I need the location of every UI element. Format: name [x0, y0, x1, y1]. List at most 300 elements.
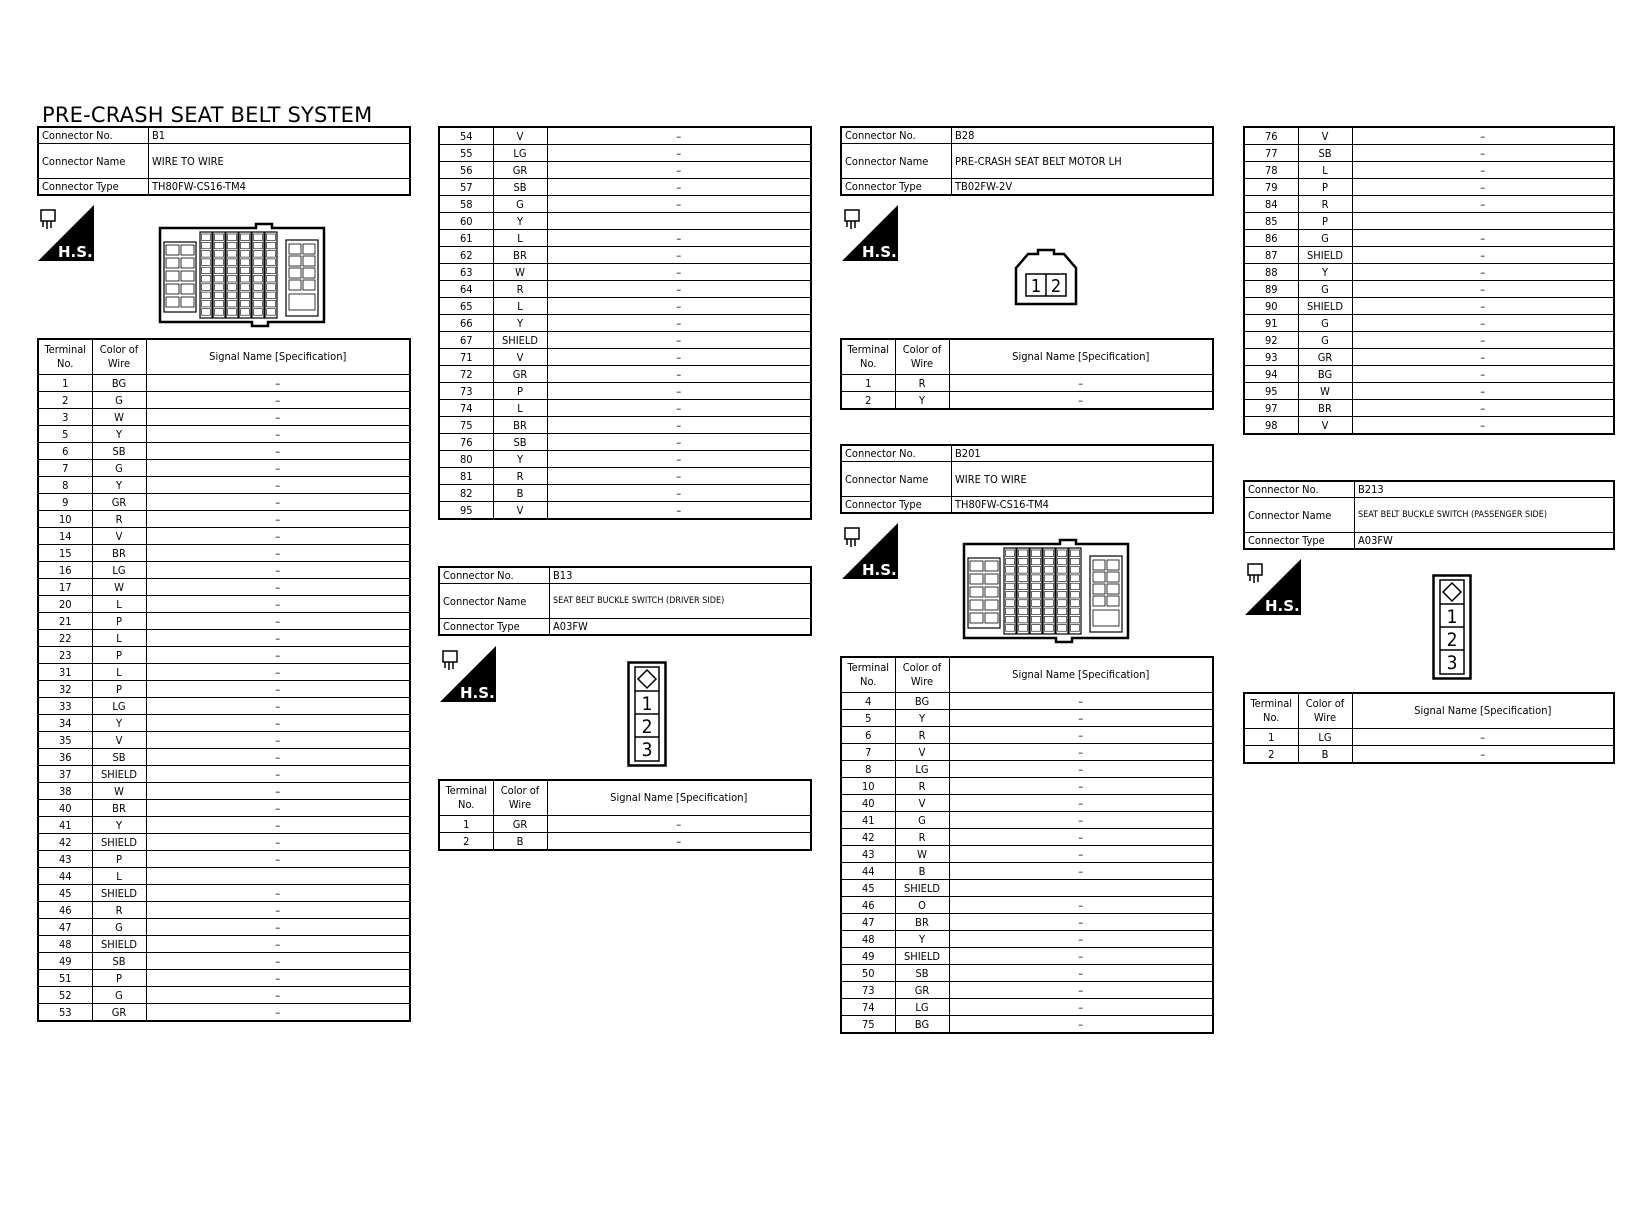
- harness-side-icon: [1245, 559, 1301, 615]
- terminal-row: [841, 965, 1213, 982]
- connector-info-b201: [840, 444, 1214, 514]
- signal-name-cell: –: [146, 902, 410, 919]
- terminal-no-cell: 38: [38, 783, 92, 800]
- signal-name-cell: –: [547, 247, 811, 264]
- signal-name-cell: –: [949, 965, 1213, 982]
- terminal-row: [38, 987, 410, 1004]
- connector-no-value: B213: [1355, 481, 1615, 498]
- terminal-no-cell: 73: [841, 982, 895, 999]
- terminal-no-cell: 6: [38, 443, 92, 460]
- terminal-no-cell: 79: [1244, 179, 1298, 196]
- wire-color-cell: SHIELD: [92, 885, 146, 902]
- signal-name-cell: –: [949, 897, 1213, 914]
- terminal-no-cell: 43: [841, 846, 895, 863]
- signal-name-header: Signal Name [Specification]: [949, 339, 1213, 375]
- terminal-row: [38, 715, 410, 732]
- terminal-no-cell: 45: [841, 880, 895, 897]
- terminal-no-cell: 14: [38, 528, 92, 545]
- wire-color-cell: L: [1298, 162, 1352, 179]
- terminal-no-cell: 49: [841, 948, 895, 965]
- connector-name-label: Connector Name: [841, 462, 952, 497]
- signal-name-cell: –: [547, 196, 811, 213]
- terminal-no-cell: 17: [38, 579, 92, 596]
- terminal-row: [1244, 400, 1614, 417]
- connector-no-value: B1: [149, 127, 411, 144]
- terminal-no-cell: 74: [841, 999, 895, 1016]
- pin-label: 2: [641, 716, 653, 738]
- signal-name-cell: –: [146, 545, 410, 562]
- signal-name-cell: –: [949, 914, 1213, 931]
- signal-name-cell: –: [949, 1016, 1213, 1034]
- signal-name-cell: –: [146, 1004, 410, 1022]
- signal-name-cell: –: [1352, 145, 1614, 162]
- wire-color-cell: V: [92, 528, 146, 545]
- signal-name-header: Signal Name [Specification]: [949, 657, 1213, 693]
- signal-name-cell: –: [146, 409, 410, 426]
- wire-color-cell: R: [493, 281, 547, 298]
- wire-color-cell: R: [493, 468, 547, 485]
- pin-label: 1: [1446, 606, 1458, 628]
- terminal-row: [38, 936, 410, 953]
- terminal-no-cell: 41: [841, 812, 895, 829]
- wire-color-cell: V: [493, 502, 547, 520]
- wire-color-cell: Y: [92, 426, 146, 443]
- pin-label: 3: [1446, 652, 1458, 674]
- signal-name-cell: –: [547, 816, 811, 833]
- signal-name-cell: –: [1352, 349, 1614, 366]
- signal-name-cell: –: [146, 664, 410, 681]
- terminal-row: [38, 1004, 410, 1022]
- wire-color-cell: R: [92, 511, 146, 528]
- connector-name-value: WIRE TO WIRE: [149, 144, 411, 179]
- terminal-row: [439, 332, 811, 349]
- signal-name-cell: –: [949, 761, 1213, 778]
- signal-name-cell: –: [547, 502, 811, 520]
- terminal-no-cell: 65: [439, 298, 493, 315]
- terminal-row: [38, 494, 410, 511]
- terminal-no-cell: 54: [439, 127, 493, 145]
- terminal-no-cell: 63: [439, 264, 493, 281]
- terminal-row: [38, 868, 410, 885]
- signal-name-cell: –: [1352, 196, 1614, 213]
- terminal-row: [439, 468, 811, 485]
- signal-name-cell: –: [547, 162, 811, 179]
- wire-color-cell: V: [1298, 127, 1352, 145]
- terminal-row: [439, 417, 811, 434]
- connector-type-value: TH80FW-CS16-TM4: [149, 179, 411, 196]
- wire-color-cell: B: [493, 833, 547, 851]
- terminal-no-header: Terminal No.: [1244, 693, 1298, 729]
- terminal-no-cell: 92: [1244, 332, 1298, 349]
- terminal-no-cell: 82: [439, 485, 493, 502]
- terminal-no-cell: 84: [1244, 196, 1298, 213]
- terminal-row: [841, 795, 1213, 812]
- wire-color-cell: LG: [895, 761, 949, 778]
- terminal-no-header: Terminal No.: [841, 339, 895, 375]
- signal-name-cell: –: [146, 817, 410, 834]
- wire-color-cell: SHIELD: [895, 948, 949, 965]
- connector-no-label: Connector No.: [1244, 481, 1355, 498]
- terminal-row: [38, 834, 410, 851]
- wire-color-cell: O: [895, 897, 949, 914]
- wire-color-cell: G: [92, 987, 146, 1004]
- pin-label: 1: [1030, 276, 1042, 297]
- terminal-row: [38, 477, 410, 494]
- terminal-row: [841, 897, 1213, 914]
- harness-side-icon: [38, 205, 94, 261]
- wire-color-cell: SHIELD: [1298, 298, 1352, 315]
- signal-name-cell: –: [146, 443, 410, 460]
- signal-name-cell: –: [949, 812, 1213, 829]
- terminal-no-cell: 75: [841, 1016, 895, 1034]
- terminal-row: [841, 392, 1213, 410]
- terminal-row: [1244, 264, 1614, 281]
- wire-color-cell: P: [92, 851, 146, 868]
- terminal-row: [1244, 162, 1614, 179]
- terminal-row: [1244, 349, 1614, 366]
- terminal-no-cell: 98: [1244, 417, 1298, 435]
- wire-color-cell: G: [92, 392, 146, 409]
- wire-color-cell: G: [493, 196, 547, 213]
- signal-name-header: Signal Name [Specification]: [146, 339, 410, 375]
- connector-name-value: SEAT BELT BUCKLE SWITCH (DRIVER SIDE): [550, 584, 812, 619]
- terminal-row: [841, 761, 1213, 778]
- terminal-row: [439, 281, 811, 298]
- signal-name-cell: –: [146, 783, 410, 800]
- signal-name-cell: –: [949, 931, 1213, 948]
- wire-color-cell: L: [92, 596, 146, 613]
- connector-name-label: Connector Name: [38, 144, 149, 179]
- wire-color-cell: GR: [493, 816, 547, 833]
- wire-color-cell: G: [1298, 230, 1352, 247]
- wire-color-cell: BR: [895, 914, 949, 931]
- signal-name-cell: [1352, 213, 1614, 230]
- wire-color-cell: LG: [493, 145, 547, 162]
- terminal-no-cell: 73: [439, 383, 493, 400]
- signal-name-cell: –: [146, 698, 410, 715]
- terminal-no-cell: 46: [841, 897, 895, 914]
- harness-side-icon: [440, 646, 496, 702]
- terminal-row: [439, 315, 811, 332]
- signal-name-cell: –: [547, 230, 811, 247]
- terminal-no-cell: 80: [439, 451, 493, 468]
- wire-color-cell: W: [895, 846, 949, 863]
- terminal-row: [38, 511, 410, 528]
- wire-color-cell: G: [1298, 315, 1352, 332]
- terminal-row: [38, 392, 410, 409]
- terminal-no-cell: 10: [38, 511, 92, 528]
- signal-name-cell: –: [146, 953, 410, 970]
- wire-color-cell: SHIELD: [493, 332, 547, 349]
- terminal-no-cell: 50: [841, 965, 895, 982]
- signal-name-cell: –: [1352, 230, 1614, 247]
- terminal-no-cell: 9: [38, 494, 92, 511]
- terminal-no-cell: 8: [841, 761, 895, 778]
- connector-type-label: Connector Type: [841, 179, 952, 196]
- terminal-row: [439, 230, 811, 247]
- terminal-table-b201-continued: [1243, 126, 1615, 435]
- terminal-no-cell: 37: [38, 766, 92, 783]
- terminal-row: [1244, 417, 1614, 435]
- signal-name-cell: –: [146, 562, 410, 579]
- signal-name-cell: [949, 880, 1213, 897]
- connector-type-value: TB02FW-2V: [952, 179, 1214, 196]
- signal-name-cell: –: [1352, 417, 1614, 435]
- terminal-row: [1244, 247, 1614, 264]
- wire-color-cell: L: [92, 868, 146, 885]
- terminal-row: [38, 681, 410, 698]
- signal-name-cell: [547, 213, 811, 230]
- terminal-no-cell: 36: [38, 749, 92, 766]
- signal-name-cell: –: [1352, 127, 1614, 145]
- signal-name-cell: –: [146, 426, 410, 443]
- terminal-row: [841, 710, 1213, 727]
- terminal-row: [38, 919, 410, 936]
- wire-color-cell: SB: [92, 443, 146, 460]
- terminal-no-cell: 76: [439, 434, 493, 451]
- terminal-no-cell: 91: [1244, 315, 1298, 332]
- wire-color-cell: R: [92, 902, 146, 919]
- harness-side-icon: [842, 523, 898, 579]
- connector-no-label: Connector No.: [439, 567, 550, 584]
- terminal-no-cell: 94: [1244, 366, 1298, 383]
- terminal-no-cell: 3: [38, 409, 92, 426]
- signal-name-header: Signal Name [Specification]: [547, 780, 811, 816]
- terminal-row: [841, 375, 1213, 392]
- connector-info-b13: [438, 566, 812, 636]
- connector-no-label: Connector No.: [841, 445, 952, 462]
- signal-name-cell: –: [949, 948, 1213, 965]
- terminal-no-cell: 7: [841, 744, 895, 761]
- wire-color-cell: BG: [92, 375, 146, 392]
- terminal-row: [38, 783, 410, 800]
- wire-color-cell: SHIELD: [92, 766, 146, 783]
- terminal-row: [439, 127, 811, 145]
- wire-color-cell: BR: [1298, 400, 1352, 417]
- wire-color-cell: W: [1298, 383, 1352, 400]
- wire-color-cell: LG: [92, 562, 146, 579]
- terminal-no-cell: 5: [841, 710, 895, 727]
- terminal-row: [1244, 332, 1614, 349]
- wire-color-cell: BR: [92, 545, 146, 562]
- terminal-table-b201: [840, 656, 1214, 1034]
- terminal-row: [841, 829, 1213, 846]
- terminal-row: [841, 948, 1213, 965]
- connector-face-b28: [1014, 248, 1078, 306]
- signal-name-cell: [146, 868, 410, 885]
- connector-type-label: Connector Type: [439, 619, 550, 636]
- terminal-no-cell: 44: [841, 863, 895, 880]
- signal-name-cell: –: [547, 366, 811, 383]
- connector-face-b201: [962, 538, 1130, 644]
- wire-color-cell: B: [493, 485, 547, 502]
- wire-color-cell: SB: [493, 434, 547, 451]
- terminal-no-cell: 74: [439, 400, 493, 417]
- terminal-row: [841, 914, 1213, 931]
- terminal-no-cell: 95: [1244, 383, 1298, 400]
- signal-name-cell: –: [1352, 264, 1614, 281]
- signal-name-cell: –: [146, 936, 410, 953]
- wire-color-cell: B: [895, 863, 949, 880]
- signal-name-cell: –: [146, 477, 410, 494]
- wire-color-cell: SB: [92, 953, 146, 970]
- wire-color-cell: Y: [92, 477, 146, 494]
- harness-side-icon: [842, 205, 898, 261]
- wire-color-cell: W: [493, 264, 547, 281]
- terminal-row: [841, 812, 1213, 829]
- terminal-row: [38, 766, 410, 783]
- signal-name-header: Signal Name [Specification]: [1352, 693, 1614, 729]
- wire-color-cell: Y: [493, 315, 547, 332]
- wire-color-cell: G: [1298, 332, 1352, 349]
- terminal-no-cell: 16: [38, 562, 92, 579]
- terminal-row: [841, 863, 1213, 880]
- wire-color-cell: SHIELD: [895, 880, 949, 897]
- terminal-no-cell: 71: [439, 349, 493, 366]
- signal-name-cell: –: [547, 145, 811, 162]
- terminal-row: [38, 375, 410, 392]
- wire-color-cell: GR: [92, 494, 146, 511]
- wire-color-cell: Y: [1298, 264, 1352, 281]
- terminal-row: [38, 545, 410, 562]
- hs-label: H.S.: [862, 561, 897, 579]
- terminal-no-cell: 47: [841, 914, 895, 931]
- color-of-wire-header: Color of Wire: [92, 339, 146, 375]
- signal-name-cell: –: [547, 485, 811, 502]
- connector-no-value: B201: [952, 445, 1214, 462]
- signal-name-cell: –: [146, 766, 410, 783]
- wire-color-cell: B: [1298, 746, 1352, 764]
- terminal-row: [841, 727, 1213, 744]
- terminal-no-cell: 56: [439, 162, 493, 179]
- signal-name-cell: –: [949, 982, 1213, 999]
- signal-name-cell: –: [146, 919, 410, 936]
- terminal-no-cell: 42: [841, 829, 895, 846]
- terminal-row: [38, 800, 410, 817]
- signal-name-cell: –: [1352, 298, 1614, 315]
- terminal-table-b213: [1243, 692, 1615, 764]
- terminal-no-cell: 2: [38, 392, 92, 409]
- terminal-row: [841, 982, 1213, 999]
- terminal-row: [38, 579, 410, 596]
- wire-color-cell: SB: [895, 965, 949, 982]
- terminal-no-header: Terminal No.: [38, 339, 92, 375]
- terminal-row: [841, 931, 1213, 948]
- wire-color-cell: GR: [493, 162, 547, 179]
- terminal-no-cell: 77: [1244, 145, 1298, 162]
- terminal-no-cell: 85: [1244, 213, 1298, 230]
- terminal-row: [1244, 729, 1614, 746]
- wire-color-cell: L: [493, 298, 547, 315]
- wire-color-cell: P: [1298, 213, 1352, 230]
- wire-color-cell: SB: [493, 179, 547, 196]
- connector-no-value: B13: [550, 567, 812, 584]
- signal-name-cell: –: [146, 392, 410, 409]
- wire-color-cell: Y: [895, 931, 949, 948]
- connector-name-label: Connector Name: [439, 584, 550, 619]
- wire-color-cell: GR: [895, 982, 949, 999]
- terminal-no-cell: 45: [38, 885, 92, 902]
- signal-name-cell: –: [146, 528, 410, 545]
- terminal-row: [38, 902, 410, 919]
- wire-color-cell: L: [493, 400, 547, 417]
- signal-name-cell: –: [1352, 729, 1614, 746]
- terminal-no-cell: 23: [38, 647, 92, 664]
- signal-name-cell: –: [146, 613, 410, 630]
- pin-label: 3: [641, 739, 653, 761]
- wire-color-cell: R: [895, 375, 949, 392]
- terminal-row: [38, 409, 410, 426]
- terminal-no-cell: 42: [38, 834, 92, 851]
- terminal-row: [1244, 281, 1614, 298]
- terminal-no-cell: 97: [1244, 400, 1298, 417]
- terminal-row: [1244, 127, 1614, 145]
- wire-color-cell: W: [92, 783, 146, 800]
- wire-color-cell: P: [1298, 179, 1352, 196]
- wire-color-cell: SB: [92, 749, 146, 766]
- terminal-row: [439, 485, 811, 502]
- wire-color-cell: V: [92, 732, 146, 749]
- terminal-no-cell: 62: [439, 247, 493, 264]
- terminal-row: [841, 778, 1213, 795]
- wire-color-cell: GR: [493, 366, 547, 383]
- signal-name-cell: –: [949, 795, 1213, 812]
- terminal-row: [38, 426, 410, 443]
- terminal-row: [38, 664, 410, 681]
- terminal-no-cell: 51: [38, 970, 92, 987]
- terminal-no-cell: 2: [1244, 746, 1298, 764]
- terminal-row: [439, 400, 811, 417]
- terminal-row: [841, 846, 1213, 863]
- terminal-row: [841, 744, 1213, 761]
- connector-type-label: Connector Type: [841, 497, 952, 514]
- page-title: PRE-CRASH SEAT BELT SYSTEM: [42, 103, 373, 127]
- signal-name-cell: –: [146, 885, 410, 902]
- wire-color-cell: L: [92, 664, 146, 681]
- wire-color-cell: BR: [493, 247, 547, 264]
- terminal-row: [38, 732, 410, 749]
- signal-name-cell: –: [949, 863, 1213, 880]
- signal-name-cell: –: [547, 315, 811, 332]
- terminal-row: [1244, 213, 1614, 230]
- connector-face-b213: [1432, 574, 1472, 680]
- wire-color-cell: L: [92, 630, 146, 647]
- signal-name-cell: –: [146, 511, 410, 528]
- signal-name-cell: –: [146, 987, 410, 1004]
- signal-name-cell: –: [146, 596, 410, 613]
- terminal-no-cell: 1: [1244, 729, 1298, 746]
- connector-type-value: TH80FW-CS16-TM4: [952, 497, 1214, 514]
- terminal-row: [1244, 383, 1614, 400]
- signal-name-cell: –: [146, 579, 410, 596]
- terminal-no-cell: 86: [1244, 230, 1298, 247]
- terminal-no-cell: 66: [439, 315, 493, 332]
- terminal-no-cell: 58: [439, 196, 493, 213]
- connector-type-value: A03FW: [1355, 533, 1615, 550]
- signal-name-cell: –: [547, 833, 811, 851]
- terminal-no-cell: 15: [38, 545, 92, 562]
- terminal-no-cell: 7: [38, 460, 92, 477]
- connector-no-label: Connector No.: [38, 127, 149, 144]
- wire-color-cell: GR: [1298, 349, 1352, 366]
- terminal-no-cell: 48: [38, 936, 92, 953]
- wire-color-cell: W: [92, 409, 146, 426]
- terminal-row: [1244, 315, 1614, 332]
- terminal-row: [38, 630, 410, 647]
- terminal-row: [1244, 230, 1614, 247]
- signal-name-cell: –: [146, 681, 410, 698]
- terminal-no-cell: 47: [38, 919, 92, 936]
